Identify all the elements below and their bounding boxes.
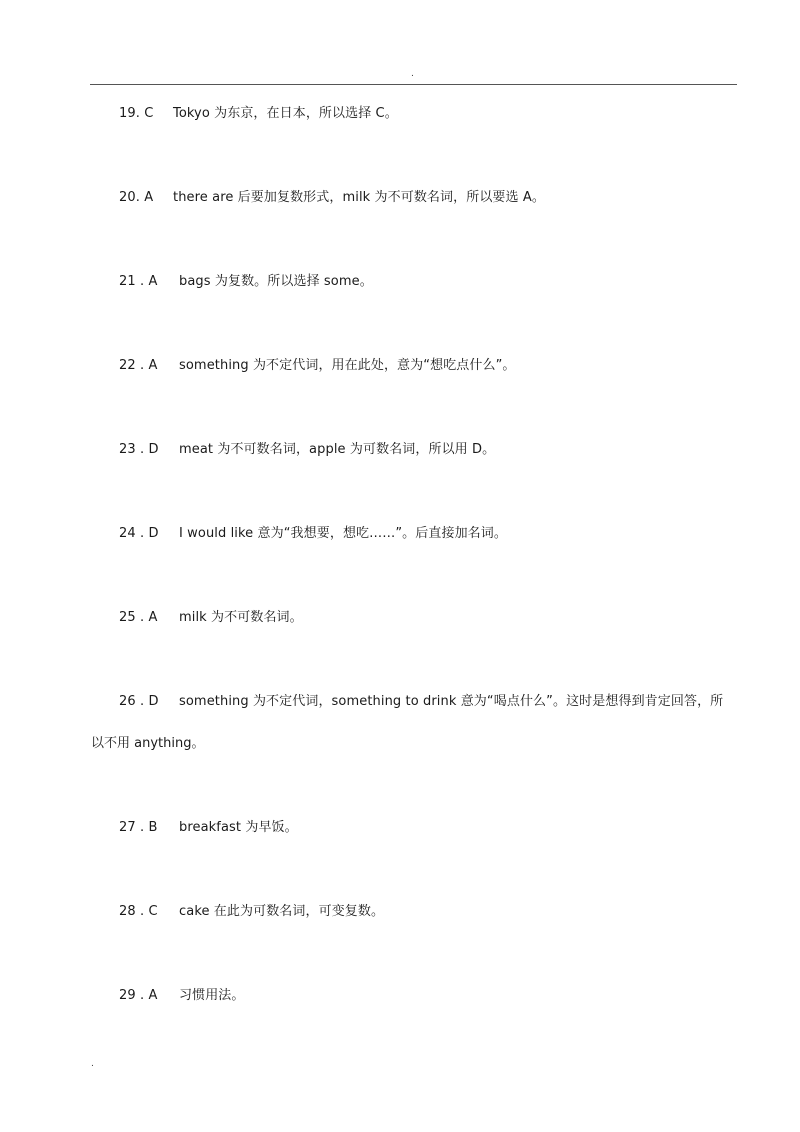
answer-explanation: meat 为不可数名词，apple 为可数名词，所以用 D。 [179,442,496,457]
answer-number: 27 . B [119,820,158,835]
header-rule [90,84,737,85]
answer-number: 22 . A [119,358,158,373]
answer-number: 24 . D [119,526,159,541]
answer-27 [119,820,298,836]
answer-25 [119,610,303,626]
answer-explanation: there are 后要加复数形式，milk 为不可数名词，所以要选 A。 [173,190,545,205]
answer-24 [119,526,507,542]
answer-21 [119,274,373,290]
answer-explanation: cake 在此为可数名词，可变复数。 [179,904,385,919]
answer-22 [119,358,516,374]
answer-number: 21 . A [119,274,158,289]
answer-26 [119,694,739,710]
answer-explanation: I would like 意为“我想要，想吃……”。后直接加名词。 [179,526,507,541]
answer-explanation: milk 为不可数名词。 [179,610,303,625]
answer-29 [119,988,245,1004]
answer-number: 20. A [119,190,154,205]
answer-23 [119,442,495,458]
answer-20 [119,190,545,206]
footer-dot: . [91,1059,94,1069]
answer-number: 26 . D [119,694,159,709]
header-dot: . [411,69,414,79]
answer-explanation: breakfast 为早饭。 [179,820,298,835]
answer-explanation: something 为不定代词，something to drink 意为“喝点什么”。这时是想得到肯定回答，所 [179,694,724,709]
answer-number: 25 . A [119,610,158,625]
answer-number: 28 . C [119,904,158,919]
answer-explanation: something 为不定代词，用在此处，意为“想吃点什么”。 [179,358,516,373]
answer-explanation: bags 为复数。所以选择 some。 [179,274,373,289]
answer-number: 23 . D [119,442,159,457]
answer-explanation: 习惯用法。 [179,988,245,1003]
answer-28 [119,904,384,920]
answer-explanation: Tokyo 为东京，在日本，所以选择 C。 [173,106,398,121]
answer-19 [119,106,398,122]
answer-26-continuation: 以不用 anything。 [91,736,205,751]
answer-number: 29 . A [119,988,158,1003]
answer-number: 19. C [119,106,154,121]
